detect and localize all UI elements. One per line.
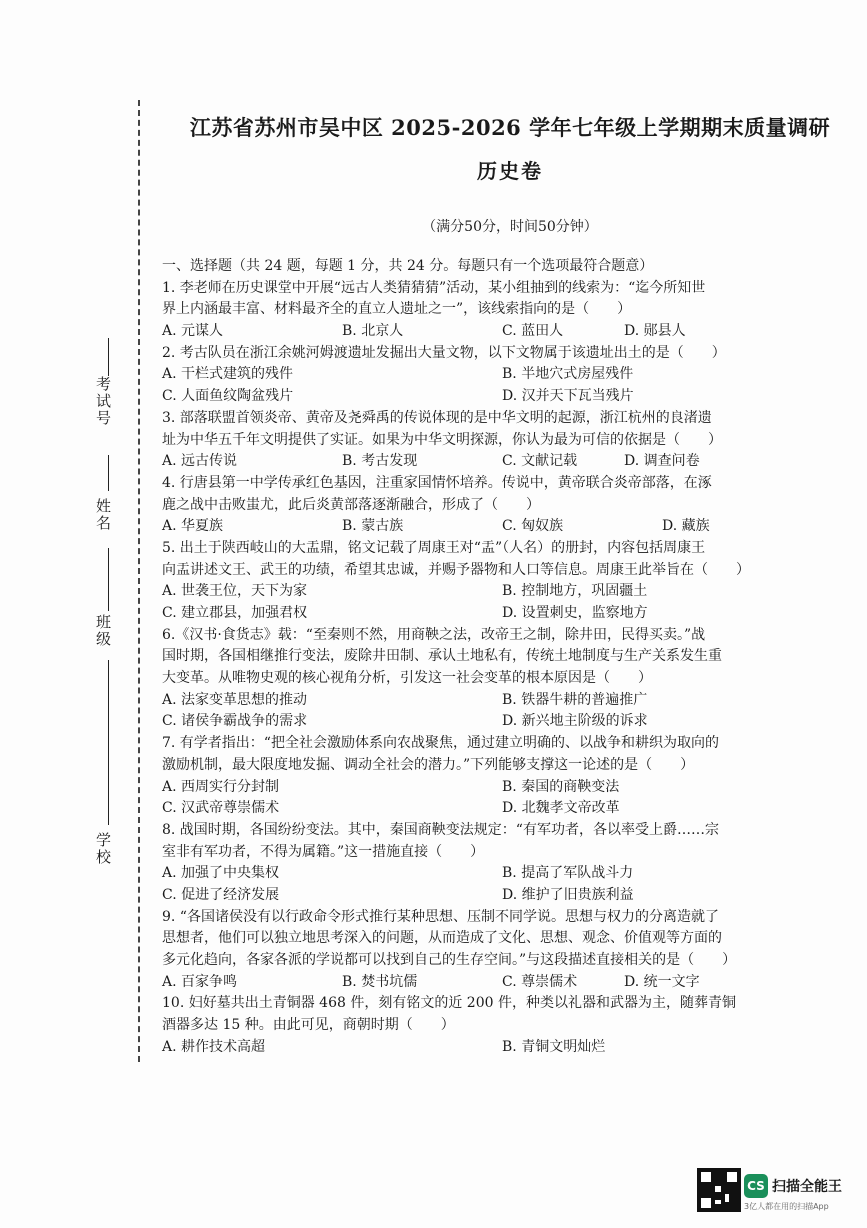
question-stem-line: 酒器多达 15 种。由此可见，商朝时期（ ） <box>162 1017 455 1034</box>
question-8 <box>162 820 717 907</box>
option-b: B. 秦国的商鞅变法 <box>502 778 620 795</box>
qr-code-icon <box>697 1168 741 1212</box>
name-label: 姓名 <box>94 498 112 532</box>
option-a: A. 法家变革思想的推动 <box>162 691 308 708</box>
question-stem-line: 5. 出土于陕西岐山的大盂鼎，铭文记载了周康王对“盂”（人名）的册封，内容包括周康王 <box>162 539 706 556</box>
option-c: C. 文献记载 <box>502 453 578 470</box>
option-b: B. 半地穴式房屋残件 <box>502 366 634 383</box>
question-stem-line: 10. 妇好墓共出土青铜器 468 件，刻有铭文的近 200 件，种类以礼器和武器为主，随葬青铜 <box>162 995 736 1012</box>
option-a: A. 耕作技术高超 <box>162 1038 266 1055</box>
question-5 <box>162 538 750 625</box>
option-a: A. 干栏式建筑的残件 <box>162 366 294 383</box>
name-rule <box>108 455 109 491</box>
option-d: D. 统一文字 <box>624 973 700 990</box>
class-label: 班级 <box>94 614 112 648</box>
question-stem-line: 向盂讲述文王、武王的功绩，希望其忠诚，并赐予器物和人口等信息。周康王此举旨在（ ） <box>162 561 750 578</box>
question-stem-line: 7. 有学者指出：“把全社会激励体系向农战聚焦，通过建立明确的、以战争和耕织为取向的 <box>162 735 719 752</box>
question-stem-line: 室非有军功者，不得为属籍。”这一措施直接（ ） <box>162 843 485 860</box>
option-c: C. 匈奴族 <box>502 518 564 535</box>
option-c: C. 蓝田人 <box>502 323 564 340</box>
school-label: 学校 <box>94 832 112 866</box>
exam-number-rule <box>108 338 109 376</box>
school-rule <box>108 660 109 825</box>
exam-subject: 历史卷 <box>477 159 543 183</box>
section-title: 一、选择题（共 24 题，每题 1 分，共 24 分。每题只有一个选项最符合题意） <box>162 258 654 274</box>
exam-title: 江苏省苏州市吴中区 2025-2026 学年七年级上学期期末质量调研 <box>189 115 831 140</box>
question-stem-line: 界上内涵最丰富、材料最齐全的直立人遗址之一”，该线索指向的是（ ） <box>162 301 632 318</box>
question-9 <box>162 907 737 994</box>
option-d: D. 汉并天下瓦当残片 <box>502 388 634 405</box>
option-d: D. 新兴地主阶级的诉求 <box>502 713 648 730</box>
question-stem-line: 国时期，各国相继推行变法，废除井田制、承认土地私有，传统土地制度与生产关系发生重 <box>162 648 722 665</box>
question-list <box>162 256 750 1058</box>
option-b: B. 控制地方，巩固疆土 <box>502 583 648 600</box>
option-b: B. 提高了军队战斗力 <box>502 865 634 882</box>
question-stem-line: 4. 行唐县第一中学传承红色基因，注重家国情怀培养。传说中，黄帝联合炎帝部落，在涿 <box>162 474 712 491</box>
question-stem-line: 鹿之战中击败蚩尤，此后炎黄部落逐渐融合，形成了（ ） <box>162 496 540 513</box>
class-rule <box>108 548 109 611</box>
question-1 <box>162 278 717 343</box>
option-d: D. 维护了旧贵族利益 <box>502 886 634 903</box>
option-c: C. 促进了经济发展 <box>162 886 280 903</box>
option-c: C. 汉武帝尊崇儒术 <box>162 800 280 817</box>
option-a: A. 元谋人 <box>162 323 224 340</box>
question-stem-line: 大变革。从唯物史观的核心视角分析，引发这一社会变革的根本原因是（ ） <box>162 670 652 687</box>
option-d: D. 调查问卷 <box>624 453 700 470</box>
option-a: A. 加强了中央集权 <box>162 865 280 882</box>
option-a: A. 华夏族 <box>162 518 224 535</box>
question-10 <box>162 993 736 1058</box>
camscanner-name: 扫描全能王 <box>772 1179 842 1195</box>
option-d: D. 设置刺史，监察地方 <box>502 605 648 621</box>
question-3 <box>162 408 722 473</box>
camscanner-logo-icon: CS <box>744 1174 768 1198</box>
question-stem-line: 9. “各国诸侯没有以行政命令形式推行某种思想、压制不同学说。思想与权力的分离造就了 <box>162 908 719 925</box>
option-b: B. 蒙古族 <box>342 518 404 535</box>
question-stem-line: 2. 考古队员在浙江余姚河姆渡遗址发掘出大量文物，以下文物属于该遗址出土的是（ ） <box>162 344 726 361</box>
option-a: A. 西周实行分封制 <box>162 778 280 795</box>
camscanner-tagline: 3亿人都在用的扫描App <box>744 1202 829 1211</box>
question-stem-line: 多元化趋向，各家各派的学说都可以找到自己的生存空间。”与这段描述直接相关的是（ ） <box>162 952 737 968</box>
question-stem-line: 6.《汉书·食货志》载：“至秦则不然，用商鞅之法，改帝王之制，除井田，民得买卖。”战 <box>162 626 706 643</box>
question-stem-line: 1. 李老师在历史课堂中开展“远古人类猜猜猜”活动，某小组抽到的线索为：“迄今所知世 <box>162 279 706 296</box>
exam-number-label: 考试号 <box>94 376 112 427</box>
option-b: B. 铁器牛耕的普遍推广 <box>502 691 648 708</box>
question-stem-line: 8. 战国时期，各国纷纷变法。其中，秦国商鞅变法规定：“有军功者，各以率受上爵……宗 <box>162 821 719 838</box>
option-d: D. 藏族 <box>662 518 710 535</box>
question-2 <box>162 343 726 408</box>
question-6 <box>162 625 722 733</box>
option-a: A. 百家争鸣 <box>162 973 238 990</box>
option-c: C. 人面鱼纹陶盆残片 <box>162 388 294 405</box>
question-4 <box>162 473 717 538</box>
option-c: C. 诸侯争霸战争的需求 <box>162 713 308 730</box>
option-c: C. 建立郡县，加强君权 <box>162 605 308 621</box>
exam-note: （满分50分，时间50分钟） <box>422 219 598 235</box>
option-d: D. 北魏孝文帝改革 <box>502 800 620 817</box>
option-b: B. 北京人 <box>342 323 404 340</box>
question-stem-line: 激励机制，最大限度地发掘、调动全社会的潜力。”下列能够支撑这一论述的是（ ） <box>162 756 695 773</box>
option-b: B. 青铜文明灿烂 <box>502 1038 606 1055</box>
option-a: A. 远古传说 <box>162 453 238 470</box>
option-b: B. 焚书坑儒 <box>342 973 418 990</box>
option-c: C. 尊崇儒术 <box>502 973 578 990</box>
binding-dash-line <box>138 100 140 1062</box>
question-stem-line: 3. 部落联盟首领炎帝、黄帝及尧舜禹的传说体现的是中华文明的起源，浙江杭州的良渚遗 <box>162 409 712 426</box>
option-b: B. 考古发现 <box>342 453 418 470</box>
question-7 <box>162 733 717 820</box>
option-d: D. 郧县人 <box>624 323 686 340</box>
option-a: A. 世袭王位，天下为家 <box>162 583 308 600</box>
question-stem-line: 思想者，他们可以独立地思考深入的问题，从而造成了文化、思想、观念、价值观等方面的 <box>162 930 722 947</box>
question-stem-line: 址为中华五千年文明提供了实证。如果为中华文明探源，你认为最为可信的依据是（ ） <box>162 431 722 448</box>
